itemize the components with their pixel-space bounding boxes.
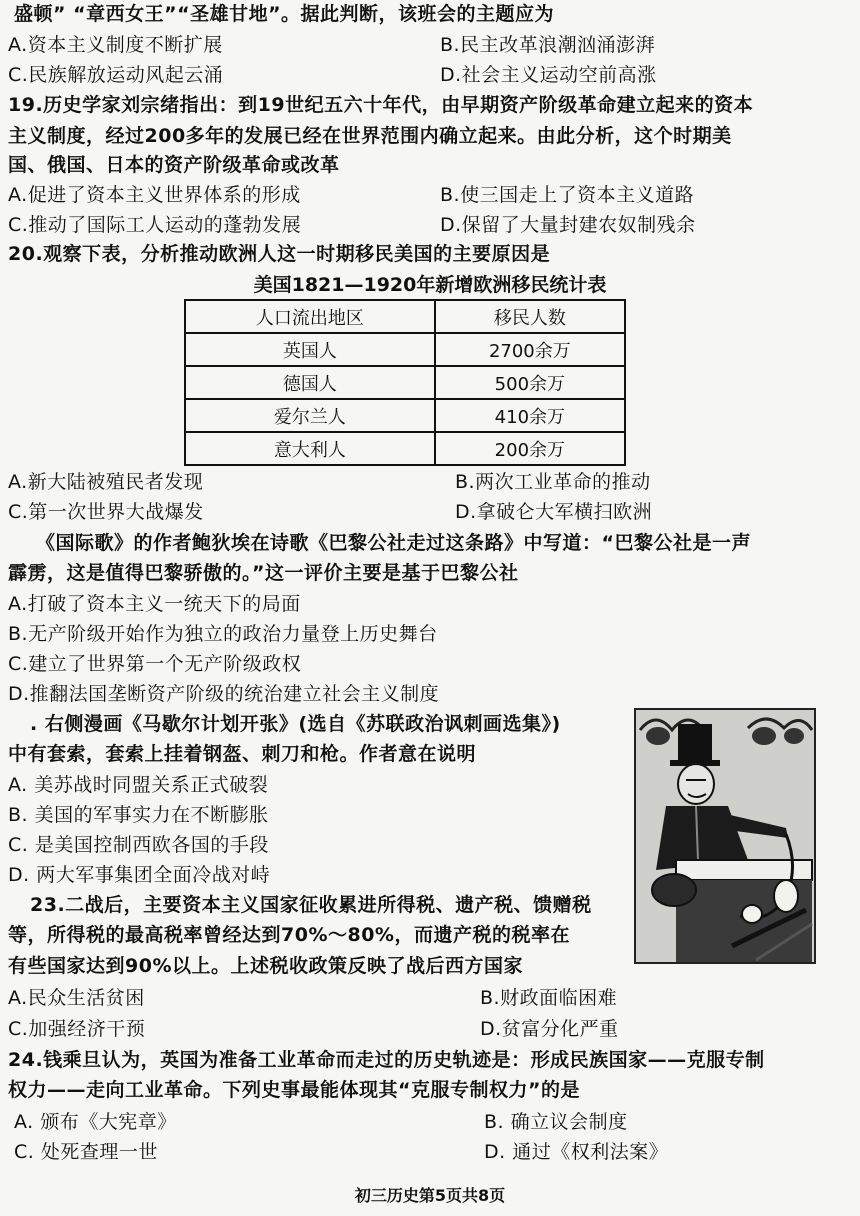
table-header-cell: 移民人数 [435, 300, 625, 333]
q23-stem-line-3: 有些国家达到90%以上。上述税收政策反映了战后西方国家 [8, 955, 523, 977]
q21-option-b: B.无产阶级开始作为独立的政治力量登上历史舞台 [8, 623, 438, 645]
table-cell: 500余万 [435, 366, 625, 399]
q18-option-a: A.资本主义制度不断扩展 [8, 34, 223, 56]
q24-option-b: B. 确立议会制度 [484, 1111, 628, 1133]
table-header-row [185, 300, 625, 333]
q19-option-b: B.使三国走上了资本主义道路 [440, 184, 695, 206]
q21-stem-line-1: 《国际歌》的作者鲍狄埃在诗歌《巴黎公社走过这条路》中写道：“巴黎公社是一声 [36, 532, 751, 554]
q24-option-c: C. 处死查理一世 [14, 1141, 158, 1163]
table-cell: 410余万 [435, 399, 625, 432]
table-cell: 德国人 [185, 366, 435, 399]
q20-option-b: B.两次工业革命的推动 [455, 471, 651, 493]
q23-stem-line-1: 23.二战后，主要资本主义国家征收累进所得税、遗产税、馈赠税 [30, 894, 592, 916]
table-cell: 爱尔兰人 [185, 399, 435, 432]
marshall-plan-cartoon-icon [634, 708, 816, 964]
q22-option-d: D. 两大军事集团全面冷战对峙 [8, 864, 271, 886]
q21-option-d: D.推翻法国垄断资产阶级的统治建立社会主义制度 [8, 683, 440, 705]
table-header-cell: 人口流出地区 [185, 300, 435, 333]
table-row [185, 333, 625, 366]
q23-option-a: A.民众生活贫困 [8, 987, 145, 1009]
q19-stem-line-2: 主义制度，经过200多年的发展已经在世界范围内确立起来。由此分析，这个时期美 [8, 125, 732, 147]
table-row [185, 366, 625, 399]
q19-stem-line-3: 国、俄国、日本的资产阶级革命或改革 [8, 154, 340, 176]
table-cell: 英国人 [185, 333, 435, 366]
q19-option-a: A.促进了资本主义世界体系的形成 [8, 184, 301, 206]
q19-stem-line-1: 19.历史学家刘宗绪指出：到19世纪五六十年代，由早期资产阶级革命建立起来的资本 [8, 94, 754, 116]
q20-table-title: 美国1821—1920年新增欧洲移民统计表 [253, 274, 607, 296]
page-footer: 初三历史第5页共8页 [354, 1186, 506, 1205]
q22-option-b: B. 美国的军事实力在不断膨胀 [8, 804, 269, 826]
q22-option-a: A. 美苏战时同盟关系正式破裂 [8, 774, 269, 796]
table-cell: 200余万 [435, 432, 625, 465]
q20-option-a: A.新大陆被殖民者发现 [8, 471, 204, 493]
immigration-table [184, 299, 626, 466]
q23-option-d: D.贫富分化严重 [480, 1018, 619, 1040]
table-row [185, 399, 625, 432]
q21-option-a: A.打破了资本主义一统天下的局面 [8, 593, 301, 615]
q19-option-c: C.推动了国际工人运动的蓬勃发展 [8, 214, 302, 236]
q20-option-c: C.第一次世界大战爆发 [8, 501, 204, 523]
q21-stem-line-2: 霹雳，这是值得巴黎骄傲的。”这一评价主要是基于巴黎公社 [8, 562, 519, 584]
q23-option-b: B.财政面临困难 [480, 987, 618, 1009]
q24-option-d: D. 通过《权利法案》 [484, 1141, 669, 1163]
q23-option-c: C.加强经济干预 [8, 1018, 146, 1040]
q22-stem-line-1: . 右侧漫画《马歇尔计划开张》(选自《苏联政治讽刺画选集》) [30, 713, 561, 735]
q24-option-a: A. 颁布《大宪章》 [14, 1111, 177, 1133]
table-row [185, 432, 625, 465]
q24-stem-line-2: 权力——走向工业革命。下列史事最能体现其“克服专制权力”的是 [8, 1079, 580, 1101]
table-cell: 2700余万 [435, 333, 625, 366]
q24-stem-line-1: 24.钱乘旦认为，英国为准备工业革命而走过的历史轨迹是：形成民族国家——克服专制 [8, 1049, 765, 1071]
q21-option-c: C.建立了世界第一个无产阶级政权 [8, 653, 302, 675]
q20-stem: 20.观察下表，分析推动欧洲人这一时期移民美国的主要原因是 [8, 243, 551, 265]
q22-option-c: C. 是美国控制西欧各国的手段 [8, 834, 269, 856]
q19-option-d: D.保留了大量封建农奴制残余 [440, 214, 696, 236]
q23-stem-line-2: 等，所得税的最高税率曾经达到70%～80%，而遗产税的税率在 [8, 924, 570, 946]
q18-option-c: C.民族解放运动风起云涌 [8, 64, 224, 86]
q18-option-d: D.社会主义运动空前高涨 [440, 64, 657, 86]
table-cell: 意大利人 [185, 432, 435, 465]
q22-stem-line-2: 中有套索，套索上挂着钢盔、刺刀和枪。作者意在说明 [8, 743, 477, 765]
q18-stem-tail: 盛顿” “章西女王”“圣雄甘地”。据此判断，该班会的主题应为 [14, 3, 555, 25]
q18-option-b: B.民主改革浪潮汹涌澎湃 [440, 34, 656, 56]
q20-option-d: D.拿破仑大军横扫欧洲 [455, 501, 653, 523]
